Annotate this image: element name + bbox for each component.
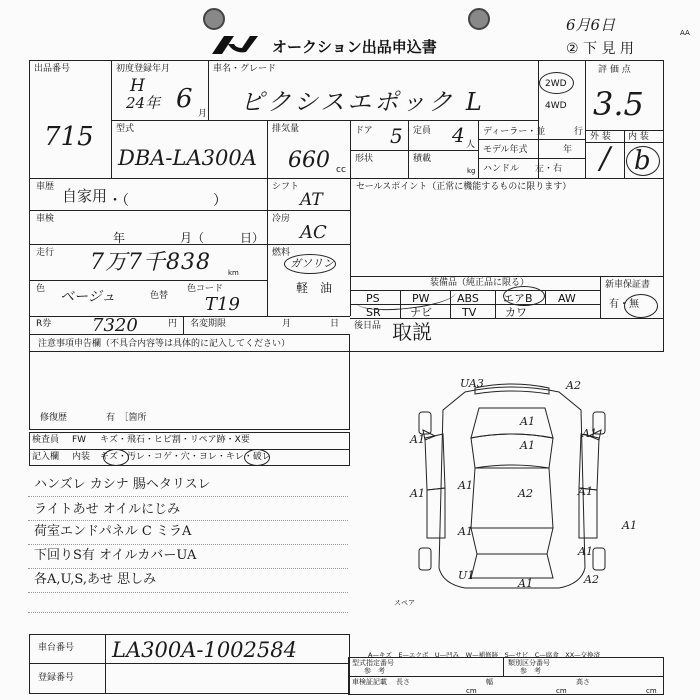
punch-hole-left <box>203 8 225 30</box>
notes-label: 注意事項申告欄（不具合内容等は具体的に記入してください） <box>38 339 291 349</box>
inspector-ext-prefix: FW <box>72 435 87 445</box>
diag-mark-left-rear-door: A1 <box>458 525 473 538</box>
color-value: ベージュ <box>60 289 116 305</box>
lot-label: 出品番号 <box>34 64 71 74</box>
disp-unit: cc <box>336 165 346 175</box>
inspector-circle-b <box>244 449 270 466</box>
sunday-label: 後日品 <box>354 321 382 331</box>
grade-label: 評 価 点 <box>598 65 631 75</box>
equip-leather: カワ <box>505 306 527 319</box>
recycle-value: 7320 <box>92 315 138 336</box>
diag-mark-right-fender: A1 <box>582 427 597 440</box>
diag-mark-rear-right: A2 <box>584 573 599 586</box>
ju-logo <box>206 34 268 56</box>
grade-value: 3.5 <box>593 85 644 123</box>
model-year-label: モデル年式 <box>483 145 528 155</box>
diag-mark-right-front-door: A1 <box>578 485 593 498</box>
inspector-label: 検査員 <box>32 435 60 445</box>
diag-mark-front-right: A2 <box>566 379 581 392</box>
capacity-label: 定員 <box>413 126 432 136</box>
type-number-ref: 参 考 <box>364 667 385 675</box>
handle-value: 左・右 <box>535 164 563 174</box>
fuel-label: 燃料 <box>272 248 291 258</box>
color-label: 色 <box>36 284 46 294</box>
grade-int-circle <box>626 146 660 176</box>
remark-3: 荷室エンドパネル C ミラA <box>34 524 192 539</box>
recycle-unit: 円 <box>168 319 178 329</box>
usage-other: ・（ ） <box>108 193 227 209</box>
color-change-label: 色替 <box>150 291 169 301</box>
name-change-month: 月 <box>282 319 292 329</box>
model-year-unit: 年 <box>563 145 573 155</box>
equipment-label: 装備品（純正品に限る） <box>430 278 530 288</box>
punch-hole-right <box>468 8 490 30</box>
mileage-value: 7万7千838 <box>90 250 211 275</box>
name-change-day: 日 <box>330 319 340 329</box>
name-change-label: 名変期限 <box>190 319 227 329</box>
remark-2: ライトあせ オイルにじみ <box>34 502 181 517</box>
new-cert-label: 新車保証書 <box>605 280 651 290</box>
sales-label: セールスポイント（正常に機能するものに限ります） <box>356 182 572 192</box>
dealer-unit: 行 <box>574 127 584 137</box>
chassis-label: 車台番号 <box>38 643 75 653</box>
remark-4: 下回りS有 オイルカバーUA <box>34 548 197 563</box>
disp-value: 660 <box>288 148 330 173</box>
inspection-month: 月（ <box>180 231 205 245</box>
shape-label: 形状 <box>355 154 374 164</box>
class-number-ref: 参 考 <box>520 667 541 675</box>
copy-label: ② 下 見 用 <box>566 41 634 57</box>
repair-label: 修復歴 <box>40 413 68 423</box>
grade-ext-label: 外 装 <box>590 132 611 142</box>
dealer-label: ディーラー・並 <box>483 127 546 137</box>
diag-mark-left-front-door: A1 <box>410 487 425 500</box>
shift-label: シフト <box>272 182 300 192</box>
grade-int-label: 内 装 <box>628 132 649 142</box>
diag-mark-right-quarter: A1 <box>578 545 593 558</box>
type-value: DBA-LA300A <box>118 146 257 170</box>
fuel-gasoline: ガソリン <box>290 257 334 270</box>
capacity-value: 4 <box>452 123 465 147</box>
equip-aw: AW <box>558 292 576 305</box>
first-reg-era: H <box>130 76 145 96</box>
doors-label: ドア <box>355 126 373 136</box>
equip-abs: ABS <box>457 292 479 305</box>
remark-1: ハンズレ カシナ 腸ヘタリスレ <box>34 477 211 492</box>
equip-airbag-circle <box>503 286 545 306</box>
repair-value: 有 ［箇所 <box>106 413 147 423</box>
handle-label: ハンドル <box>483 164 520 174</box>
diag-mark-hood: A1 <box>520 415 535 428</box>
recycle-label: R券 <box>36 319 52 329</box>
grade-int-value: b <box>634 146 651 176</box>
diag-mark-rear-hatch: A1 <box>518 577 533 590</box>
width-unit: cm <box>556 687 567 695</box>
inspector-ext-items: キズ・飛石・ヒビ割・リペア跡・X要 <box>100 435 250 445</box>
date-handwritten: 6月6日 <box>566 16 616 34</box>
equip-ps: PS <box>366 292 380 305</box>
diag-mark-right-rear-door: A1 <box>622 519 637 532</box>
lot-value: 715 <box>44 122 94 152</box>
capacity-unit: 人 <box>466 140 476 150</box>
ac-value: AC <box>300 222 327 243</box>
drive-4wd: 4WD <box>545 101 567 111</box>
diag-mark-left-quarter: U1 <box>458 569 475 582</box>
type-label: 型式 <box>116 124 135 134</box>
load-label: 積載 <box>413 154 432 164</box>
width-label: 幅 <box>486 678 493 686</box>
diag-mark-left-pillar: A1 <box>458 479 473 492</box>
class-number-label: 類別区分番号 <box>508 659 550 667</box>
length-label: 長さ <box>396 678 410 686</box>
equip-tv: TV <box>462 306 477 319</box>
length-unit: cm <box>466 687 477 695</box>
color-code-value: T19 <box>205 294 240 315</box>
first-reg-month-unit: 月 <box>198 109 208 119</box>
usage-label: 車歴 <box>36 182 55 192</box>
inspection-year: 年 <box>113 231 126 245</box>
mileage-unit: km <box>228 269 239 277</box>
inspection-day: 日） <box>240 231 265 245</box>
inspector-circle-a <box>103 449 129 466</box>
diag-mark-roof: A2 <box>518 487 533 500</box>
shift-value: AT <box>300 190 323 210</box>
inspection-label: 車検 <box>36 214 55 224</box>
sunday-value: 取説 <box>392 320 432 344</box>
equip-sr: SR <box>366 306 381 319</box>
diag-mark-left-fender: A1 <box>410 433 425 446</box>
equip-pw: PW <box>412 292 430 305</box>
diag-mark-front-left: UA3 <box>460 377 484 390</box>
doors-value: 5 <box>390 124 403 148</box>
new-cert-value: 有・無 <box>609 299 639 310</box>
first-reg-month: 6 <box>176 84 193 114</box>
chassis-value: LA300A-1002584 <box>112 638 297 662</box>
drive-2wd: 2WD <box>545 79 567 89</box>
inspector-int-items: キズ・汚レ・コゲ・穴・ヨレ・キレ・破レ <box>100 452 271 462</box>
grade-ext-value: / <box>600 141 611 176</box>
damage-legend: A—キズ E—エクボ U—凹み W—補修跡 S—サビ C—腐食 XX—交換済 <box>368 651 601 659</box>
mileage-label: 走行 <box>36 248 55 258</box>
disp-label: 排気量 <box>272 124 300 134</box>
diag-mark-windshield: A1 <box>520 439 535 452</box>
type-number-label: 型式指定番号 <box>352 659 394 667</box>
form-title: オークション出品申込書 <box>272 38 437 56</box>
fuel-circle <box>284 254 336 274</box>
new-cert-circle <box>624 294 658 318</box>
load-unit: kg <box>467 167 476 175</box>
height-unit: cm <box>646 687 657 695</box>
spare-label: スペア <box>394 599 415 607</box>
fuel-diesel: 軽 油 <box>296 281 333 295</box>
equip-navi: ナビ <box>410 306 432 319</box>
ac-label: 冷房 <box>272 214 291 224</box>
usage-value: 自家用 <box>62 187 108 205</box>
color-code-label: 色コード <box>187 284 224 294</box>
first-reg-label: 初度登録年月 <box>116 64 171 74</box>
drive-2wd-circle <box>539 72 574 94</box>
remark-5: 各A,U,S,あせ 思しみ <box>34 572 157 587</box>
height-label: 高さ <box>576 678 590 686</box>
inspector-int-prefix: 内装 <box>72 452 91 462</box>
model-label: 車名・グレード <box>213 64 277 74</box>
cert-label: 車検証記載 <box>352 678 387 686</box>
date-suffix: AA <box>680 29 690 37</box>
inspector-label2: 記入欄 <box>32 452 60 462</box>
first-reg-year: 24年 <box>126 94 161 112</box>
model-value: ピクシスエポック L <box>240 88 485 116</box>
equip-airbag: エアB <box>503 292 533 305</box>
reg-number-label: 登録番号 <box>38 673 75 683</box>
